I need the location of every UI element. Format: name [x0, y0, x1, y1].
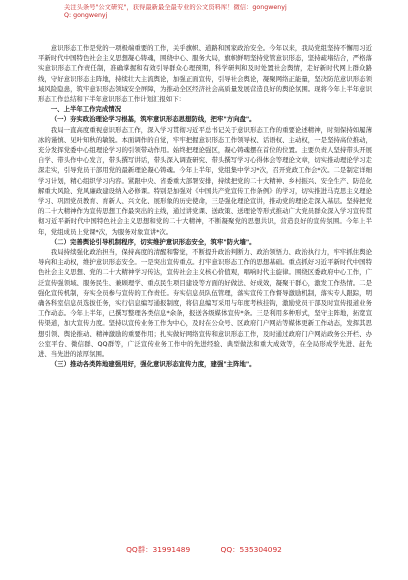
banner-line-1: 关注头条号"公文研究"，获得最新最全最专业的公文资料库！微信：gongwenyj [64, 4, 287, 11]
subsection-3-title: （三）推动各类阵地建强用好，强化意识形态宣传力度，建强"主阵地"。 [50, 360, 256, 369]
qq-group-text: QQ群：31991489 [126, 545, 191, 554]
subsection-1-body: 我局一直高度重视意识形态工作，深入学习贯彻习近平总书记关于意识形态工作的重要论述精神，时刻保持如履薄冰的谨慎、见叶知秋的敏锐。本面调作的自觉，牢牢把握意识形态工作领导权、话语权、主动权，一是坚持高位推动，充分发挥党委中心组理论学习的引领带动作用。始终把理论强区，凝心铸魂摆在首位的位置。主要负责人坚持带头开展自学、带头作中心发言，带头撰写讲话，带头深入调查研究、带头撰写学习心得体会等理论文章，切实推动理论学习走深走实，引导党员干部用党的最新理论凝心铸魂。今年上半年，党组集中学习*次，召开党政工作会*次。二是制定详细学习计划，精心组织学习内容。紧跟中央、省委重大部署安排，持续把党的二十大精神、乡村振兴、安全生产、防范化解重大风险、党风廉政建设纳入必修课。特别是加强对《中国共产党宣传工作条例》的学习，切实推进马克思主义理论学习、巩固党员教育、育新人、兴文化、展形象的历史使命，三是强化理论宣讲，推动党的理论走深入基层。坚持把党的二十大精神作为宣传思想工作最突出的主线，通过讲党课、送政策、送理论等形式推动广大党员群众深入学习宣传贯彻习近平新时代中国特色社会主义思想和党的二十大精神，不断凝聚党的思想共识，营造良好的宣传氛围。今年上半年，党组成员上党课*次，为服务对象宣讲*次。 [38, 125, 372, 236]
subsection-2-body: 我局持续强化政治担当，保持高度的清醒和警觉，不断提升政治判断力、政治领悟力、政治执行力，牢牢抓住舆论导向和主动权，维护意识形态安全。一是突出宣传重点。打牢意识形态工作的思想基础。重点抓好习近平新时代中国特色社会主义思想、党的二十大精神学习传达，宣传社会主义核心价值观，唱响时代主旋律。围绕区委政府中心工作，广泛宣传强领域、服务民生、兼顾理学、重点民生项目建设等方面的好做法、好成效，凝聚干群心，激发工作热情。二是强化宣传机制，夯实全员参与宣传的工作责任。夯实信息员队伍管理，落实宣传工作督导激励机制，落实专人跟踪，明确各科室信息员选拔任务，实行信息编写通报制度，将信息编写采用与年度考核挂钩，激励党员干部及时宣传报道业务工作动态。今年上半年，已撰写整理各类信息*余条，报送各级媒体宣传*条。三是利用多种形式，坚守主阵地，拓宽宣传渠道，加大宣传力度。坚持以宣传业务工作为中心，及时在公众号、区政府门户网站等媒体更新工作动态，发挥其思想引领、舆论推动、精神激励的重要作用；扎实做好网络宣传和意识形态工作，及时通过政府门户网站政务公开栏、办公室平台、微信群、QQ群等，广泛宣传业务工作中的先进经验、典型做法和重大成效等，在全局形成学先进、赶先进、当先进的浓厚氛围。 [38, 248, 372, 359]
document-body [38, 43, 372, 370]
footer-contact [0, 544, 408, 555]
subsection-2-title: （二）完善舆论引导机制程序，切实维护意识形态安全，筑牢"防火墙"。 [50, 237, 256, 246]
subsection-1-title: （一）夯实政治理论学习根基，筑牢意识形态思想防线，把牢"方向盘"。 [50, 115, 256, 124]
top-banner [64, 4, 364, 20]
qq-number-text: QQ：535304092 [220, 545, 282, 554]
banner-line-2: Q: gongwenyj [64, 12, 108, 19]
section-heading: 一、上半年工作完成情况 [50, 105, 122, 114]
intro-paragraph: 意识形态工作是党的一项极端重要的工作，关乎旗帜、道路和国家政治安全。今年以来，我局党组坚持不懈用习近平新时代中国特色社会主义思想凝心铸魂，围绕中心、服务大局，旗帜鲜明坚持党管意识形态，坚持疏堵结合，严格落实意识形态工作责任制，准确掌握和有效引导群众心理预期，科学研判和及时处置社会舆情，走好新时代网上群众路线，守好意识形态主阵地，持续壮大主流舆论，加强正面宣传，引导社会舆论，凝聚网络正能量，坚决防范意识形态领域风险隐患，筑牢意识形态领域安全屏障，为推动全区经济社会高质量发展营造良好的舆论氛围。现将今年上半年意识形态工作总结和下半年意识形态工作计划汇报如下： [38, 44, 372, 104]
